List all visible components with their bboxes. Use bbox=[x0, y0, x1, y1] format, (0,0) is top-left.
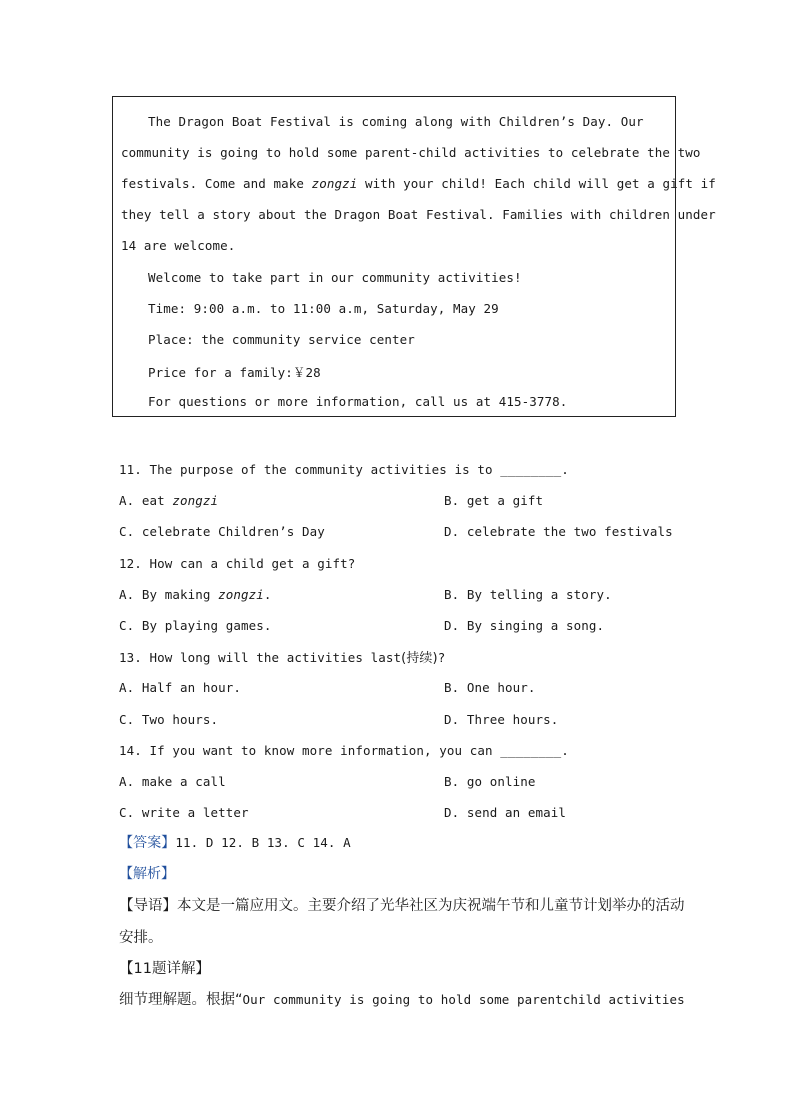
passage-line-2: community is going to hold some parent-child activities to celebrate the two bbox=[121, 145, 701, 160]
passage-line-3-post: with your child! Each child will get a gift if bbox=[357, 176, 716, 191]
q14-option-d: D. send an email bbox=[444, 805, 567, 820]
q12-option-a bbox=[119, 587, 272, 602]
question-13 bbox=[119, 647, 445, 666]
q11-detail-cjk: 细节理解题。根据“ bbox=[119, 992, 243, 1008]
q12-option-a-text: A. By making bbox=[119, 587, 219, 602]
q12-option-c: C. By playing games. bbox=[119, 618, 272, 633]
passage-line-4: they tell a story about the Dragon Boat Festival. Families with children under bbox=[121, 207, 716, 222]
guide-label: 【导语】 bbox=[119, 898, 177, 914]
passage-time: Time: 9:00 a.m. to 11:00 a.m, Saturday, May 29 bbox=[148, 301, 499, 316]
q12-option-a-period: . bbox=[263, 587, 272, 602]
passage-line-3 bbox=[121, 176, 716, 191]
answer-label: 【答案】 bbox=[119, 835, 176, 851]
passage-line-3-pre: festivals. Come and make bbox=[121, 176, 312, 191]
q11-detail-quote: Our community is going to hold some parentchild activities bbox=[242, 992, 685, 1007]
question-11: 11. The purpose of the community activities is to ________. bbox=[119, 462, 569, 477]
question-14: 14. If you want to know more information, you can ________. bbox=[119, 743, 569, 758]
passage-box bbox=[112, 96, 716, 417]
q11-detail-heading: 【11题详解】 bbox=[119, 961, 210, 977]
q12-option-b: B. By telling a story. bbox=[444, 587, 612, 602]
q14-option-c: C. write a letter bbox=[119, 805, 249, 820]
question-12: 12. How can a child get a gift? bbox=[119, 556, 356, 571]
q13-option-d: D. Three hours. bbox=[444, 712, 559, 727]
q13-option-c: C. Two hours. bbox=[119, 712, 219, 727]
q11-option-a-zongzi: zongzi bbox=[172, 493, 219, 508]
q13-option-a: A. Half an hour. bbox=[119, 680, 242, 695]
q11-option-c: C. celebrate Children’s Day bbox=[119, 524, 325, 539]
q14-option-b: B. go online bbox=[444, 774, 536, 789]
passage-line-5: 14 are welcome. bbox=[121, 238, 236, 253]
passage-price: Price for a family:￥28 bbox=[148, 365, 321, 380]
question-13-gloss: (持续) bbox=[401, 651, 438, 666]
passage-contact: For questions or more information, call us at 415-3778. bbox=[148, 394, 568, 409]
q11-option-a bbox=[119, 493, 218, 508]
passage-line-1: The Dragon Boat Festival is coming along with Children’s Day. Our bbox=[148, 114, 644, 129]
q12-option-a-zongzi: zongzi bbox=[218, 587, 264, 602]
passage-zongzi: zongzi bbox=[311, 176, 358, 191]
answer-line bbox=[119, 832, 351, 852]
question-13-text: 13. How long will the activities last bbox=[119, 650, 402, 665]
answer-text: 11. D 12. B 13. C 14. A bbox=[175, 835, 351, 850]
q14-option-a: A. make a call bbox=[119, 774, 226, 789]
q11-option-d: D. celebrate the two festivals bbox=[444, 524, 673, 539]
guide-line-2: 安排。 bbox=[119, 930, 163, 946]
q11-option-a-text: A. eat bbox=[119, 493, 173, 508]
q11-detail-line bbox=[119, 988, 685, 1009]
guide-text: 本文是一篇应用文。主要介绍了光华社区为庆祝端午节和儿童节计划举办的活动 bbox=[177, 898, 685, 914]
passage-welcome: Welcome to take part in our community activities! bbox=[148, 270, 522, 285]
q12-option-d: D. By singing a song. bbox=[444, 618, 605, 633]
question-13-mark: ? bbox=[437, 650, 446, 665]
guide-line-1 bbox=[119, 894, 685, 915]
q11-option-b: B. get a gift bbox=[444, 493, 544, 508]
analysis-heading bbox=[119, 863, 175, 883]
analysis-label: 【解析】 bbox=[119, 866, 175, 882]
passage-place: Place: the community service center bbox=[148, 332, 415, 347]
q13-option-b: B. One hour. bbox=[444, 680, 536, 695]
